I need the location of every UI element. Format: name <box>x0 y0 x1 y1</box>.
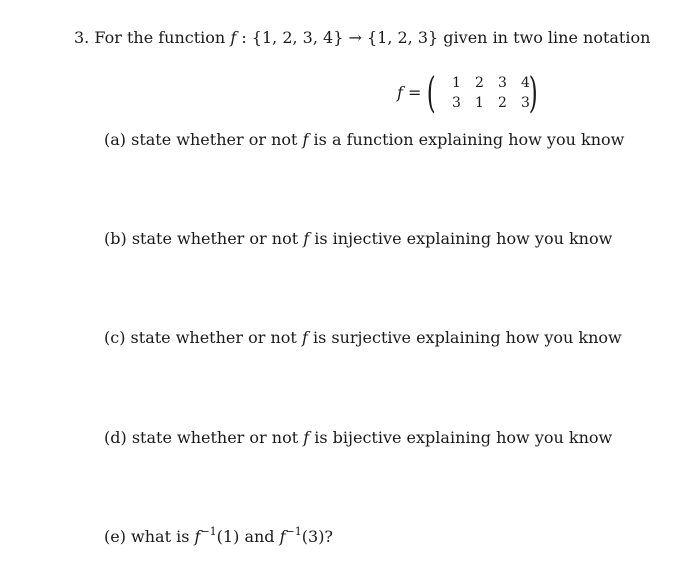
top-row-cell: 3 <box>498 75 507 91</box>
left-parenthesis: ( <box>426 68 436 117</box>
function-symbol: f <box>230 28 237 47</box>
part-text-before: what is <box>131 527 190 546</box>
notation-bottom-row <box>445 94 537 112</box>
top-row-cell: 2 <box>475 75 484 91</box>
inverse-superscript: −1 <box>200 525 217 538</box>
part-text-before: state whether or not <box>130 328 297 347</box>
part-label: (b) <box>104 229 127 248</box>
notation-lhs: f = <box>397 83 422 102</box>
part-label: (c) <box>104 328 126 347</box>
part-label: (d) <box>104 428 127 447</box>
bottom-row-cell: 2 <box>498 95 507 111</box>
inverse-superscript-2: −1 <box>285 525 302 538</box>
bottom-row-cell: 3 <box>452 95 461 111</box>
part-text-before: state whether or not <box>131 130 298 149</box>
function-symbol: f <box>301 328 308 347</box>
part-text-after: is injective explaining how you know <box>314 229 613 248</box>
function-mapping: : {1, 2, 3, 4} → {1, 2, 3} <box>236 28 439 47</box>
part-text-after: is bijective explaining how you know <box>314 428 613 447</box>
question-intro: For the function <box>94 28 226 47</box>
inverse-function-symbol: f <box>194 527 201 546</box>
part-label: (a) <box>104 130 127 149</box>
conjunction: and <box>244 527 275 546</box>
part-a <box>104 130 624 150</box>
notation-top-row <box>445 74 537 92</box>
inverse-argument-1: (1) <box>216 527 240 546</box>
question-number: 3. <box>74 28 90 47</box>
part-e <box>104 527 333 549</box>
function-symbol: f <box>302 130 309 149</box>
part-label: (e) <box>104 527 126 546</box>
top-row-cell: 1 <box>452 75 461 91</box>
right-parenthesis: ) <box>528 68 538 117</box>
part-text-before: state whether or not <box>131 229 299 248</box>
inverse-argument-2: (3)? <box>301 527 334 546</box>
inverse-function-symbol-2: f <box>279 527 286 546</box>
top-row-cell: 4 <box>521 75 530 91</box>
part-text-after: is a function explaining how you know <box>313 130 625 149</box>
bottom-row-cell: 1 <box>475 95 484 111</box>
part-b <box>104 229 612 249</box>
part-text-after: is surjective explaining how you know <box>312 328 622 347</box>
function-symbol: f <box>303 428 310 447</box>
part-text-before: state whether or not <box>131 428 299 447</box>
question-tail: given in two line notation <box>438 28 651 47</box>
bottom-row-cell: 3 <box>521 95 530 111</box>
question-heading <box>74 28 650 48</box>
two-line-notation <box>397 70 567 116</box>
part-c <box>104 328 622 348</box>
part-d <box>104 428 612 448</box>
function-symbol: f <box>303 229 310 248</box>
